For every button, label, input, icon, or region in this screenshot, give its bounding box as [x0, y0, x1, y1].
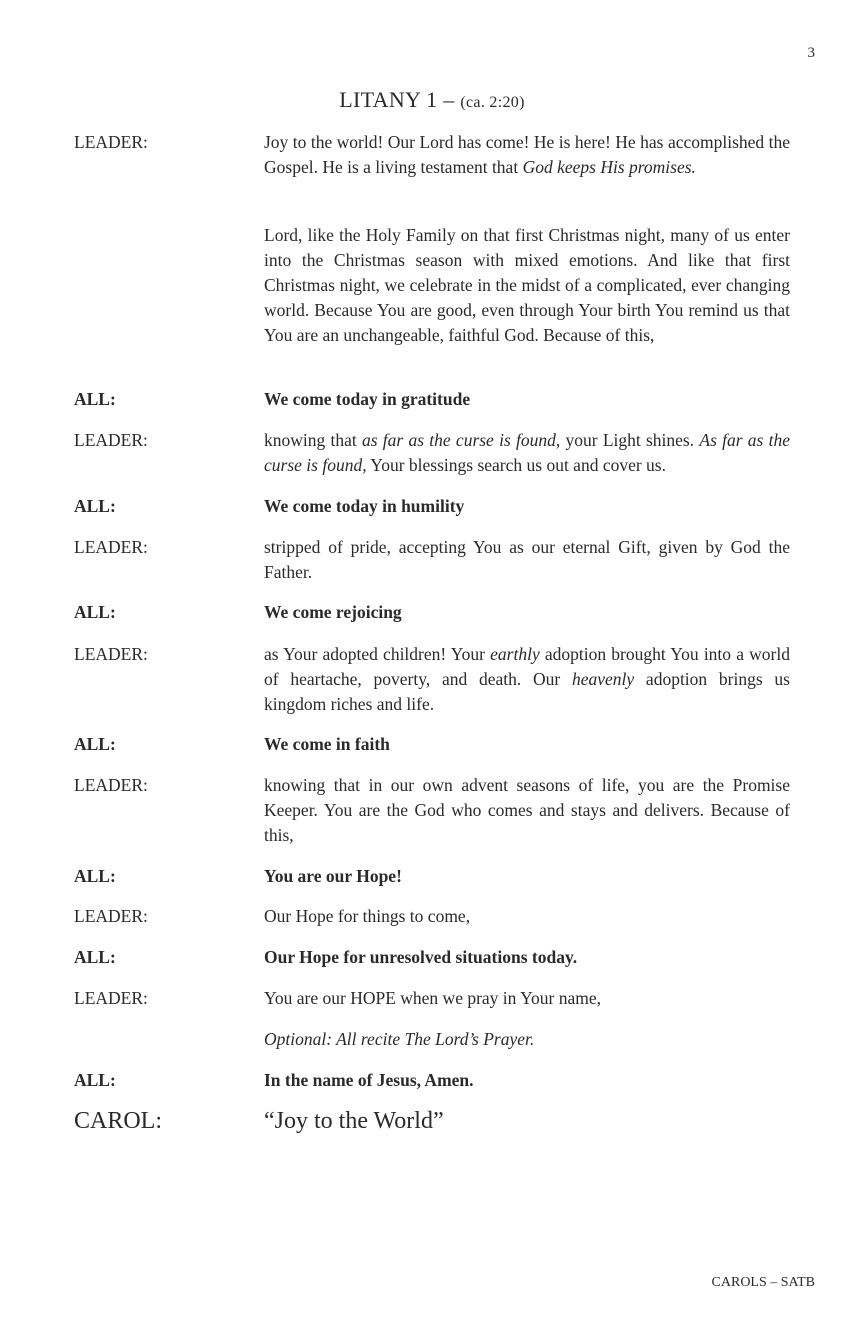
text-segment: You are our Hope! — [264, 866, 402, 886]
footer: CAROLS – SATB — [711, 1275, 815, 1290]
response-text — [264, 1068, 790, 1093]
speaker-label: ALL: — [74, 496, 116, 516]
leader-text — [264, 773, 790, 848]
leader-text — [264, 642, 790, 717]
text-segment: We come in faith — [264, 734, 390, 754]
text-segment: Lord, like the Holy Family on that first Christmas night, many of us enter into the Christmas season with mixed emotions. And like that first Christmas night, we celebrate in the midst of a complicated, ever changing world. Because You are good, even through Your birth You remind us that You are an unchangeable, faithful God. Because of this, — [264, 225, 790, 345]
text-segment: We come today in gratitude — [264, 389, 471, 409]
text-segment: your Light shines. — [560, 430, 700, 450]
speaker-label: LEADER: — [74, 537, 148, 557]
text-segment: adoption brings us kingdom riches and life. — [264, 669, 790, 714]
response-text — [264, 732, 790, 757]
speaker-label: LEADER: — [74, 988, 148, 1008]
text-segment: as Your adopted children! Your — [264, 644, 491, 664]
italic-phrase: earthly — [490, 644, 540, 664]
carol-label: CAROL: — [74, 1108, 163, 1134]
italic-phrase: As far as the curse is found, — [264, 430, 790, 475]
leader-text — [264, 130, 790, 180]
title-duration: (ca. 2:20) — [460, 94, 525, 111]
italic-phrase: heavenly — [571, 669, 635, 689]
speaker-label: LEADER: — [74, 644, 148, 664]
text-segment: Optional: All recite The Lord’s Prayer. — [264, 1029, 535, 1049]
response-text — [264, 494, 790, 519]
response-text — [264, 945, 790, 970]
speaker-label: LEADER: — [74, 132, 148, 152]
page-title — [0, 87, 864, 113]
text-segment: Our Hope for things to come, — [264, 906, 471, 926]
speaker-label: ALL: — [74, 734, 116, 754]
speaker-label: ALL: — [74, 1070, 116, 1090]
text-segment: knowing that in our own advent seasons of life, you are the Promise Keeper. You are the God who comes and stays and delivers. Because of this, — [264, 775, 790, 845]
text-segment: You are our HOPE when we pray in Your name, — [264, 988, 602, 1008]
speaker-label: ALL: — [74, 389, 116, 409]
speaker-label: ALL: — [74, 866, 116, 886]
text-segment: We come today in humility — [264, 496, 465, 516]
leader-text — [264, 904, 790, 929]
response-text — [264, 864, 790, 889]
response-text — [264, 387, 790, 412]
text-segment: Joy to the world! Our Lord has come! He is here! He has accomplished the Gospel. He is a living testament that — [264, 132, 790, 177]
leader-text — [264, 428, 790, 478]
speaker-label: ALL: — [74, 947, 116, 967]
response-text — [264, 600, 790, 625]
text-segment: In the name of Jesus, Amen. — [264, 1070, 474, 1090]
text-segment: We come rejoicing — [264, 602, 402, 622]
rubric-note — [264, 1027, 790, 1052]
text-segment: Our Hope for unresolved situations today. — [264, 947, 578, 967]
page-number: 3 — [807, 45, 815, 61]
italic-phrase: God keeps His promises. — [522, 157, 696, 177]
title-main: LITANY 1 – — [339, 87, 461, 112]
leader-text — [264, 223, 790, 348]
speaker-label: LEADER: — [74, 906, 148, 926]
text-segment: knowing that — [264, 430, 362, 450]
text-segment: adoption brought You into a world of heartache, poverty, and death. Our — [264, 644, 790, 689]
leader-text — [264, 535, 790, 585]
speaker-label: ALL: — [74, 602, 116, 622]
italic-phrase: as far as the curse is found, — [362, 430, 561, 450]
text-segment: Your blessings search us out and cover us. — [366, 455, 666, 475]
leader-text — [264, 986, 790, 1011]
speaker-label: LEADER: — [74, 775, 148, 795]
carol-title: “Joy to the World” — [264, 1108, 444, 1134]
text-segment: stripped of pride, accepting You as our eternal Gift, given by God the Father. — [264, 537, 790, 582]
speaker-label: LEADER: — [74, 430, 148, 450]
